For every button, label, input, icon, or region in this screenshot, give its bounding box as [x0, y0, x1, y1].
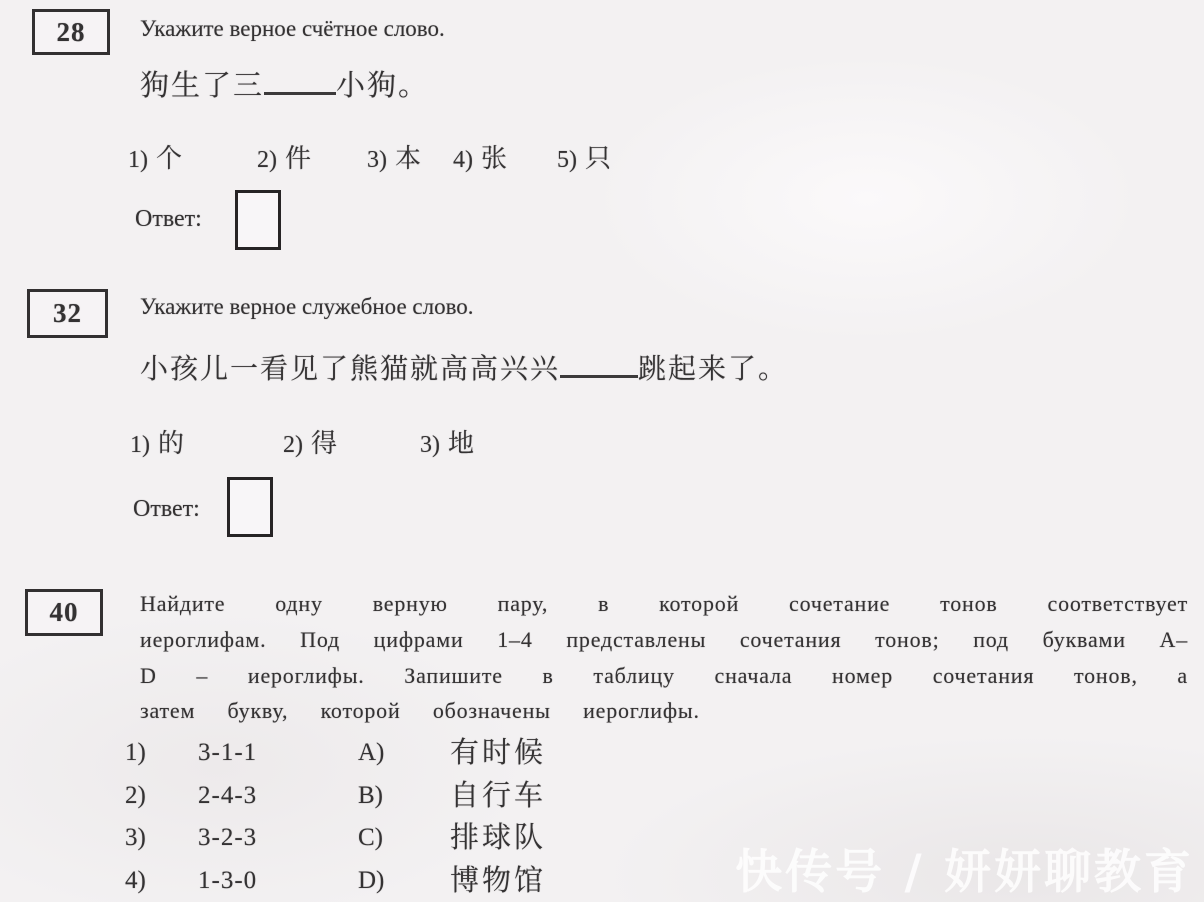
option-item: [128, 138, 257, 175]
options-row-28: [128, 138, 611, 175]
option-text: 的: [158, 429, 185, 458]
blank-underline: [264, 64, 336, 95]
option-text: 本: [395, 144, 422, 173]
pair-tones: 1-3-0: [198, 866, 258, 894]
option-text: 个: [156, 144, 183, 173]
options-row-32: [130, 423, 474, 460]
chinese-sentence-28: [140, 63, 429, 104]
option-label: 1): [130, 432, 150, 458]
option-label: 4): [453, 147, 473, 173]
pair-letter: B): [358, 781, 383, 809]
option-item: [453, 138, 557, 175]
pair-number: 1): [125, 739, 146, 766]
question-number-box-28: [32, 9, 110, 55]
question-number: 40: [49, 597, 79, 627]
pair-tones: 2-4-3: [198, 781, 258, 809]
question-number: 32: [53, 298, 82, 328]
answer-box-28: [235, 190, 281, 250]
question-number-box-32: [27, 289, 108, 338]
answer-label-32: Ответ:: [133, 496, 200, 522]
option-text: 件: [285, 144, 312, 173]
question-prompt-40: Найдите одну верную пару, в которой сочетание тонов соответствует иероглифам. Под цифрами 1–4 представлены сочетания тонов; под буквами A–D – иероглифы. Запишите в таблицу сначала номер сочетания тонов, а затем букву, которой обозначены иероглифы.: [140, 591, 1188, 724]
option-label: 2): [283, 432, 303, 458]
tone-pairs-table: [125, 732, 546, 902]
option-label: 3): [420, 432, 440, 458]
sentence-after: 跳起来了。: [638, 354, 789, 385]
pair-hanzi: 自行车: [450, 779, 547, 812]
pair-hanzi: 排球队: [450, 822, 547, 854]
pair-number: 3): [125, 824, 146, 851]
option-text: 只: [585, 144, 612, 173]
sentence-before: 狗生了三: [140, 70, 265, 102]
option-label: 5): [557, 147, 577, 173]
pair-tones: 3-1-1: [198, 739, 258, 766]
option-label: 3): [367, 147, 387, 173]
watermark: 快传号 / 妍妍聊教育: [735, 845, 1194, 900]
option-item: [367, 138, 453, 175]
sentence-before: 小孩儿一看见了熊猫就高高兴兴: [140, 354, 561, 385]
pair-letter: C): [358, 824, 383, 851]
question-number-box-40: [25, 589, 103, 636]
answer-box-32: [227, 477, 273, 537]
option-item: [130, 423, 283, 460]
pair-letter: A): [358, 739, 385, 766]
option-text: 张: [481, 144, 508, 173]
question-prompt-32: Укажите верное служебное слово.: [140, 294, 474, 319]
pair-letter: D): [358, 866, 385, 894]
pair-hanzi: 博物馆: [450, 864, 547, 897]
option-item: [420, 423, 474, 460]
blank-underline: [560, 348, 638, 378]
option-item: [283, 423, 420, 460]
question-prompt-28: Укажите верное счётное слово.: [140, 16, 445, 41]
chinese-sentence-32: [140, 347, 788, 387]
pair-number: 2): [125, 781, 146, 809]
option-label: 1): [128, 147, 148, 173]
pair-hanzi: 有时候: [450, 737, 547, 769]
sentence-after: 小狗。: [336, 70, 430, 102]
option-item: [557, 138, 611, 175]
question-number: 28: [56, 16, 86, 47]
answer-label-28: Ответ:: [135, 206, 202, 232]
option-item: [257, 138, 367, 175]
option-text: 得: [311, 429, 338, 458]
pair-tones: 3-2-3: [198, 824, 258, 851]
option-text: 地: [448, 429, 475, 458]
option-label: 2): [257, 147, 277, 173]
pair-number: 4): [125, 866, 146, 894]
